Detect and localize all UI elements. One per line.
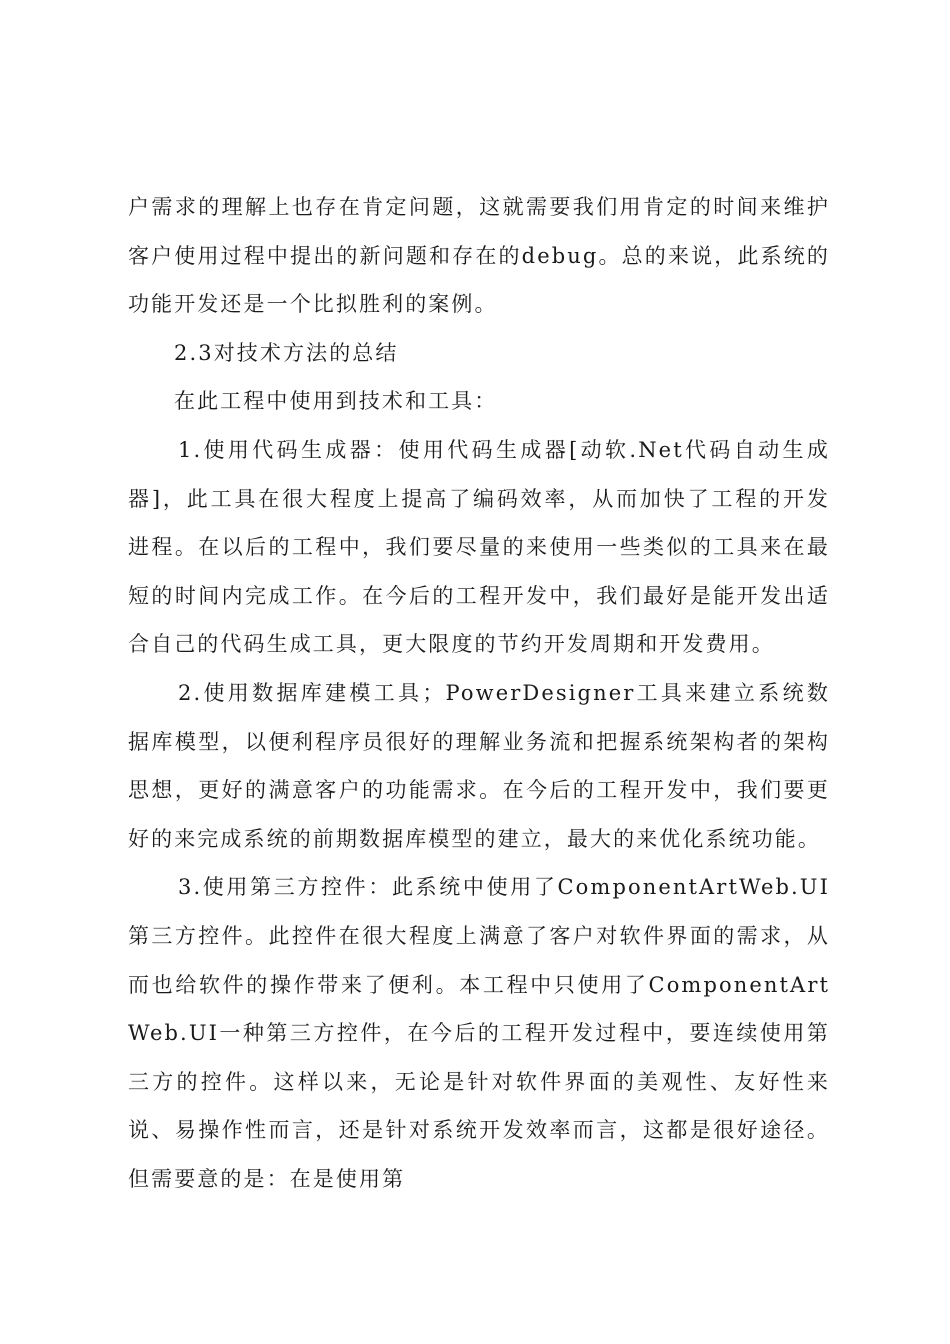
list-item-third-party-controls: 3.使用第三方控件：此系统中使用了ComponentArtWeb.UI第三方控件。此控件在很大程度上满意了客户对软件界面的需求，从而也给软件的操作带来了便利。本工程中只使用了ComponentArtWeb.UI一种第三方控件，在今后的工程开发过程中，要连续使用第三方的控件。这样以来，无论是针对软件界面的美观性、友好性来说、易操作性而言，还是针对系统开发效率而言，这都是很好途径。但需要意的是：在是使用第 [128, 875, 830, 1191]
list-item-database-modeling: 2.使用数据库建模工具；PowerDesigner工具来建立系统数据库模型，以便利程序员很好的理解业务流和把握系统架构者的架构思想，更好的满意客户的功能需求。在今后的工程开发中，我们要更好的来完成系统的前期数据库模型的建立，最大的来优化系统功能。 [128, 680, 830, 851]
list-item-code-generator: 1.使用代码生成器：使用代码生成器[动软.Net代码自动生成器]，此工具在很大程度上提高了编码效率，从而加快了工程的开发进程。在以后的工程中，我们要尽量的来使用一些类似的工具来在最短的时间内完成工作。在今后的工程开发中，我们最好是能开发出适合自己的代码生成工具，更大限度的节约开发周期和开发费用。 [128, 437, 830, 657]
section-heading: 2.3对技术方法的总结 [174, 340, 399, 365]
intro-paragraph: 在此工程中使用到技术和工具： [174, 389, 498, 414]
document-page [128, 183, 830, 1203]
continuation-paragraph: 户需求的理解上也存在肯定问题，这就需要我们用肯定的时间来维护客户使用过程中提出的新问题和存在的debug。总的来说，此系统的功能开发还是一个比拟胜利的案例。 [128, 195, 830, 317]
